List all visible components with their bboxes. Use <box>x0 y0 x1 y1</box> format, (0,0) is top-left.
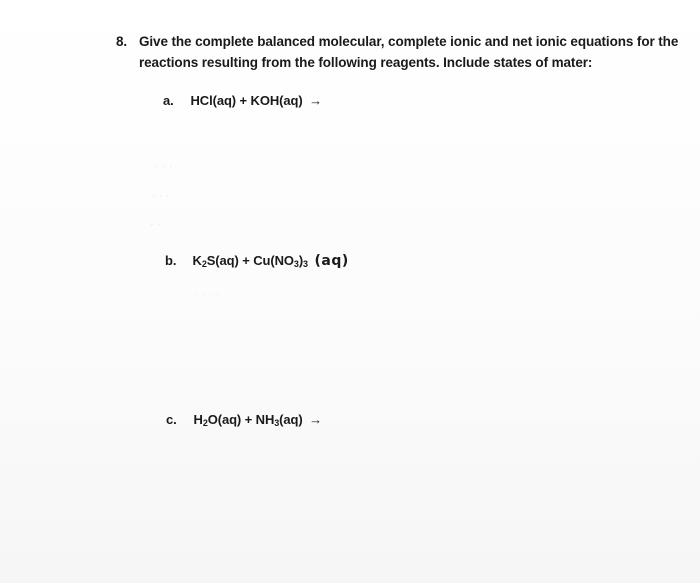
question-prompt <box>139 31 679 73</box>
part-c-label: c. <box>166 412 177 427</box>
part-b-equation <box>193 253 308 268</box>
subscript: 3 <box>303 259 308 269</box>
subscript: 2 <box>202 418 208 428</box>
arrow-icon: → <box>309 412 323 427</box>
question-line-2: reactions resulting from the following reagents. Include states of mater: <box>139 55 593 70</box>
part-b-label: b. <box>165 253 177 268</box>
part-c <box>166 412 322 427</box>
subscript: 3 <box>293 259 299 269</box>
question-number: 8. <box>116 34 128 49</box>
show-through-mark: · · <box>150 218 161 231</box>
k-symbol: K <box>192 253 202 268</box>
part-a-label: a. <box>163 93 174 108</box>
subscript: 2 <box>201 259 207 269</box>
handwritten-state: (aq) <box>314 253 349 269</box>
question-line-1: Give the complete balanced molecular, complete ionic and net ionic equations for the <box>139 34 679 49</box>
equation-text: H <box>193 412 203 427</box>
part-c-equation <box>194 412 303 427</box>
part-a-equation: HCl(aq) + KOH(aq) <box>190 93 303 108</box>
part-b <box>165 253 349 269</box>
show-through-mark: · · · <box>152 190 170 203</box>
equation-text: S(aq) + Cu(NO <box>206 253 294 268</box>
show-through-mark: · · · <box>155 160 173 173</box>
subscript: 3 <box>274 418 280 428</box>
show-through-mark: · · · · <box>195 288 220 301</box>
part-a <box>163 93 322 108</box>
equation-text: O(aq) + NH <box>207 412 275 427</box>
equation-text: (aq) <box>279 412 303 427</box>
equation-text: ) <box>298 253 304 268</box>
arrow-icon: → <box>309 93 322 108</box>
